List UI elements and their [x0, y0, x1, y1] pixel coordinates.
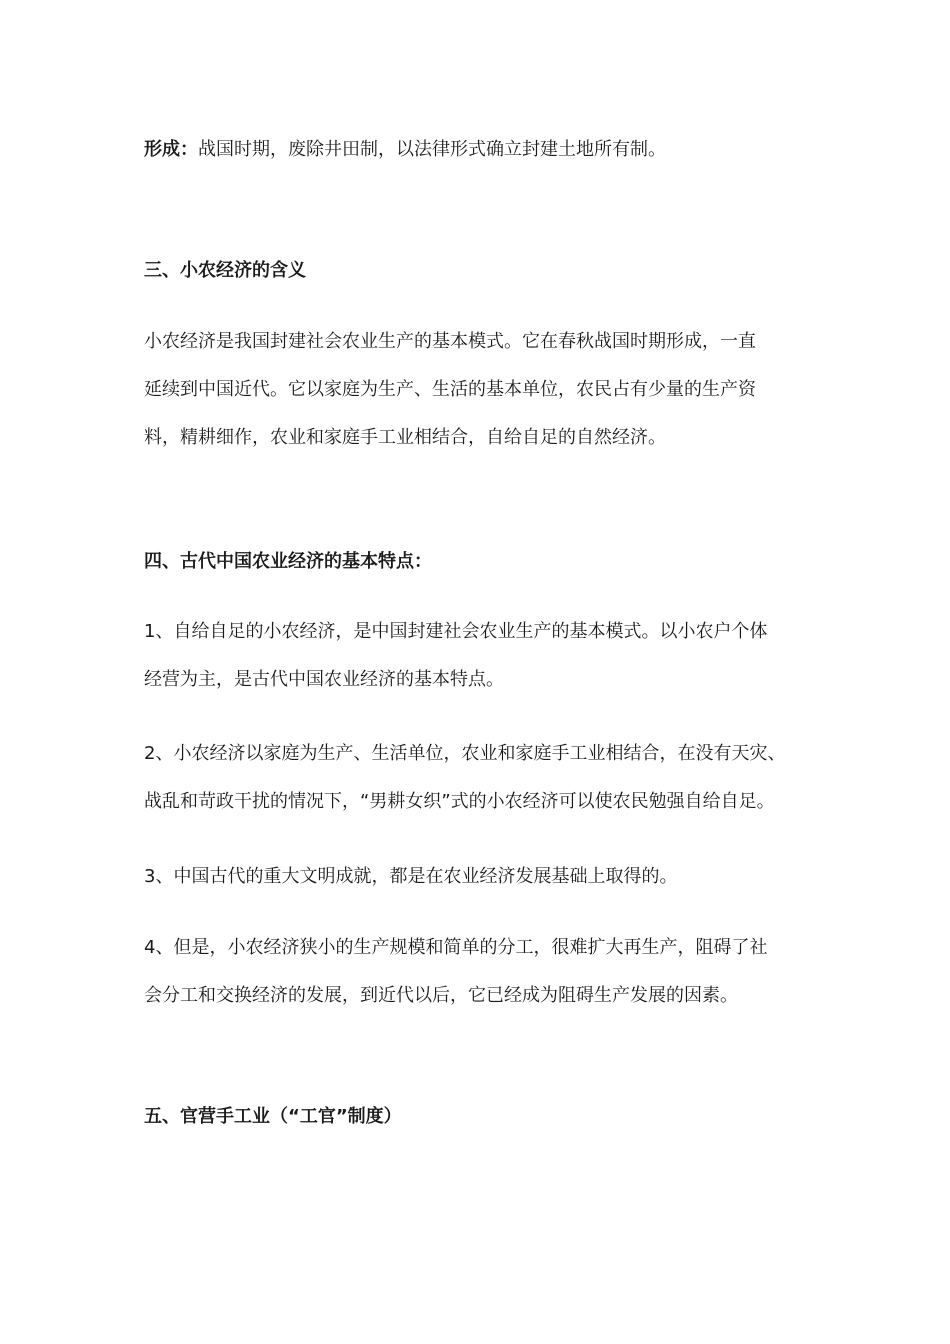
formation-text: 战国时期，废除井田制，以法律形式确立封建土地所有制。 — [198, 139, 666, 160]
formation-label: 形成： — [144, 139, 198, 160]
section4-item-4 — [144, 924, 824, 1020]
section4-item-2 — [144, 730, 824, 826]
list-item-line: 经营为主，是古代中国农业经济的基本特点。 — [144, 669, 504, 690]
section3-heading: 三、小农经济的含义 — [144, 260, 306, 281]
section4-heading: 四、古代中国农业经济的基本特点： — [144, 551, 432, 572]
list-item-line: 战乱和苛政干扰的情况下，“男耕女织”式的小农经济可以使农民勉强自给自足。 — [144, 791, 775, 812]
list-item-line: 2、小农经济以家庭为生产、生活单位，农业和家庭手工业相结合，在没有天灾、 — [144, 743, 786, 764]
section4-item-3 — [144, 853, 824, 901]
paragraph-line: 延续到中国近代。它以家庭为生产、生活的基本单位，农民占有少量的生产资 — [144, 379, 756, 400]
formation-paragraph — [144, 126, 824, 174]
section3-paragraph — [144, 318, 824, 462]
section5-heading: 五、官营手工业（“工官”制度） — [144, 1106, 402, 1127]
list-item-line: 1、自给自足的小农经济，是中国封建社会农业生产的基本模式。以小农户个体 — [144, 621, 768, 642]
list-item-line: 会分工和交换经济的发展，到近代以后，它已经成为阻碍生产发展的因素。 — [144, 985, 738, 1006]
list-item-line: 4、但是，小农经济狭小的生产规模和简单的分工，很难扩大再生产，阻碍了社 — [144, 937, 768, 958]
list-item-line: 3、中国古代的重大文明成就，都是在农业经济发展基础上取得的。 — [144, 866, 678, 887]
section4-item-1 — [144, 608, 824, 704]
paragraph-line: 小农经济是我国封建社会农业生产的基本模式。它在春秋战国时期形成，一直 — [144, 331, 756, 352]
paragraph-line: 料，精耕细作，农业和家庭手工业相结合，自给自足的自然经济。 — [144, 427, 666, 448]
